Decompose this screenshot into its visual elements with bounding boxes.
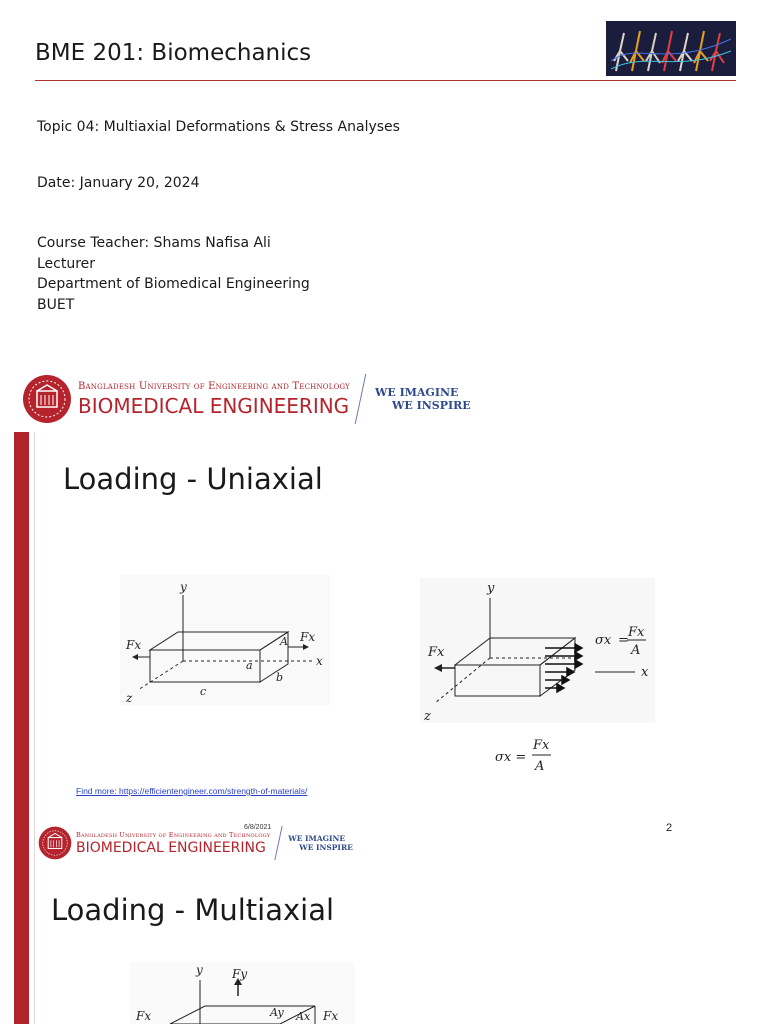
- slide-title-multiaxial: Loading - Multiaxial: [51, 893, 335, 927]
- topic-text: Topic 04: Multiaxial Deformations & Stress Analyses: [37, 119, 400, 135]
- teacher-position: Lecturer: [37, 255, 96, 272]
- label-fx-right: Fx: [323, 1009, 339, 1023]
- motto-line-2: WE INSPIRE: [392, 399, 471, 412]
- label-eq-bottom: A: [631, 643, 641, 658]
- svg-text:=: =: [618, 633, 629, 648]
- title-divider: [35, 80, 736, 81]
- label-x: x: [641, 665, 649, 680]
- slide-title-uniaxial: Loading - Uniaxial: [63, 462, 323, 496]
- label-ax: Ax: [296, 1010, 311, 1023]
- label-a: a: [246, 659, 253, 672]
- biomechanics-thumbnail-image: [606, 21, 736, 76]
- label-fy: Fy: [232, 967, 248, 981]
- formula-denominator: A: [535, 759, 545, 774]
- label-ay: Ay: [270, 1006, 284, 1019]
- formula-lhs: σx =: [495, 750, 527, 765]
- label-z: z: [126, 691, 133, 705]
- label-y: y: [180, 580, 187, 594]
- slide-accent-bar: [14, 432, 29, 1024]
- university-banner: [22, 373, 471, 425]
- university-name: Bangladesh University of Engineering and Technology: [78, 380, 350, 392]
- label-x: x: [316, 654, 323, 668]
- banner-divider: [355, 374, 367, 424]
- buet-seal-logo: [38, 825, 72, 861]
- teacher-institution: BUET: [37, 296, 75, 313]
- stress-formula: [495, 735, 555, 775]
- label-c: c: [200, 685, 207, 698]
- department-name: BIOMEDICAL ENGINEERING: [78, 393, 350, 418]
- banner-divider: [275, 826, 283, 860]
- motto-line-1: WE IMAGINE: [288, 834, 346, 843]
- label-fx-left: Fx: [126, 638, 142, 652]
- reference-link[interactable]: Find more: https://efficientengineer.com/strength-of-materials/: [76, 786, 308, 796]
- label-eq-top: Fx: [628, 625, 645, 640]
- label-fx-right: Fx: [300, 630, 316, 644]
- label-z: z: [424, 709, 431, 723]
- course-title: BME 201: Biomechanics: [35, 40, 312, 66]
- uniaxial-bar-diagram: [120, 575, 330, 705]
- formula-numerator: Fx: [533, 738, 550, 753]
- teacher-block: [37, 233, 310, 315]
- label-y: y: [487, 581, 495, 596]
- label-sigma: σx: [595, 633, 612, 648]
- motto: [288, 834, 353, 852]
- label-fx: Fx: [428, 645, 445, 660]
- motto: [375, 386, 471, 412]
- department-name: BIOMEDICAL ENGINEERING: [76, 839, 266, 856]
- multiaxial-diagram: [130, 962, 355, 1024]
- motto-line-1: WE IMAGINE: [375, 385, 459, 399]
- label-b: b: [276, 671, 284, 684]
- buet-seal-logo: [22, 373, 72, 425]
- label-area: A: [280, 635, 288, 648]
- label-fx-left: Fx: [136, 1009, 152, 1023]
- teacher-department: Department of Biomedical Engineering: [37, 276, 310, 292]
- university-name: Bangladesh University of Engineering and Technology: [76, 830, 271, 839]
- date-text: Date: January 20, 2024: [37, 175, 200, 191]
- university-banner-small: [38, 825, 353, 861]
- label-y: y: [196, 963, 203, 977]
- page-number: 2: [666, 822, 673, 834]
- motto-line-2: WE INSPIRE: [299, 843, 353, 852]
- uniaxial-stress-diagram: [420, 578, 655, 723]
- slide-accent-line: [34, 432, 35, 1024]
- slide-date: 6/8/2021: [244, 824, 272, 831]
- teacher-name: Course Teacher: Shams Nafisa Ali: [37, 235, 271, 251]
